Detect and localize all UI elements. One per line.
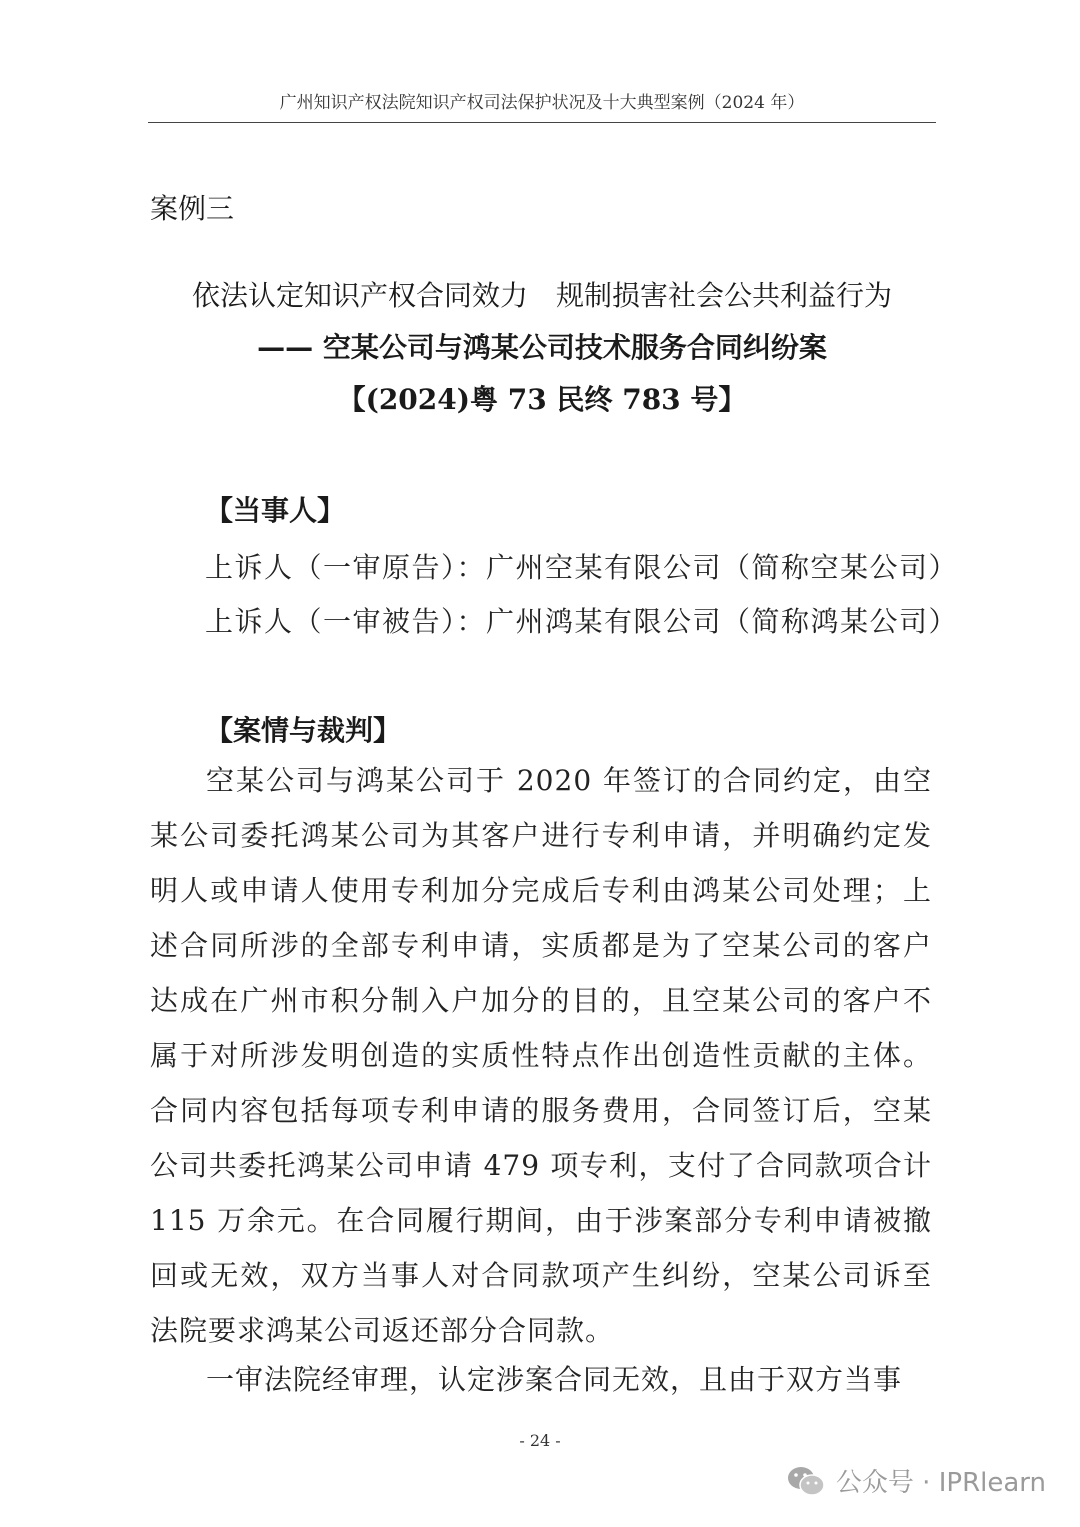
case-subtitle: —— 空某公司与鸿某公司技术服务合同纠纷案 [257,331,827,364]
watermark-text: 公众号 · IPRlearn [835,1468,1046,1498]
party-appellant-defendant: 上诉人（一审被告）：广州鸿某有限公司（简称鸿某公司） [205,605,959,638]
case-title-block [148,270,936,426]
watermark [786,1462,1046,1499]
case-number: 【(2024)粤 73 民终 783 号】 [337,383,747,416]
header-divider [148,122,936,123]
party-appellant-plaintiff: 上诉人（一审原告）：广州空某有限公司（简称空某公司） [205,551,959,584]
facts-paragraph: 空某公司与鸿某公司于 2020 年签订的合同约定，由空某公司委托鸿某公司为其客户进行专利申请，并明确约定发明人或申请人使用专利加分完成后专利由鸿某公司处理；上述合同所涉的全部专利申请，实质都是为了空某公司的客户达成在广州市积分制入户加分的目的，且空某公司的客户不属于对所涉发明创造的实质性特点作出创造性贡献的主体。合同内容包括每项专利申请的服务费用，合同签订后，空某公司共委托鸿某公司申请 479 项专利，支付了合同款项合计 115 万余元。在合同履行期间，由于涉案部分专利申请被撤回或无效，双方当事人对合同款项产生纠纷，空某公司诉至法院要求鸿某公司返还部分合同款。 [150,764,932,1347]
parties-heading: 【当事人】 [205,494,346,527]
judgment-paragraph: 一审法院经审理，认定涉案合同无效，且由于双方当事 [206,1363,903,1396]
wechat-icon [786,1464,826,1498]
running-header: 广州知识产权法院知识产权司法保护状况及十大典型案例（2024 年） [279,93,805,113]
case-title: 依法认定知识产权合同效力 规制损害社会公共利益行为 [191,279,892,312]
facts-heading: 【案情与裁判】 [205,714,402,747]
page-number: - 24 - [519,1431,561,1450]
case-label: 案例三 [150,192,235,225]
